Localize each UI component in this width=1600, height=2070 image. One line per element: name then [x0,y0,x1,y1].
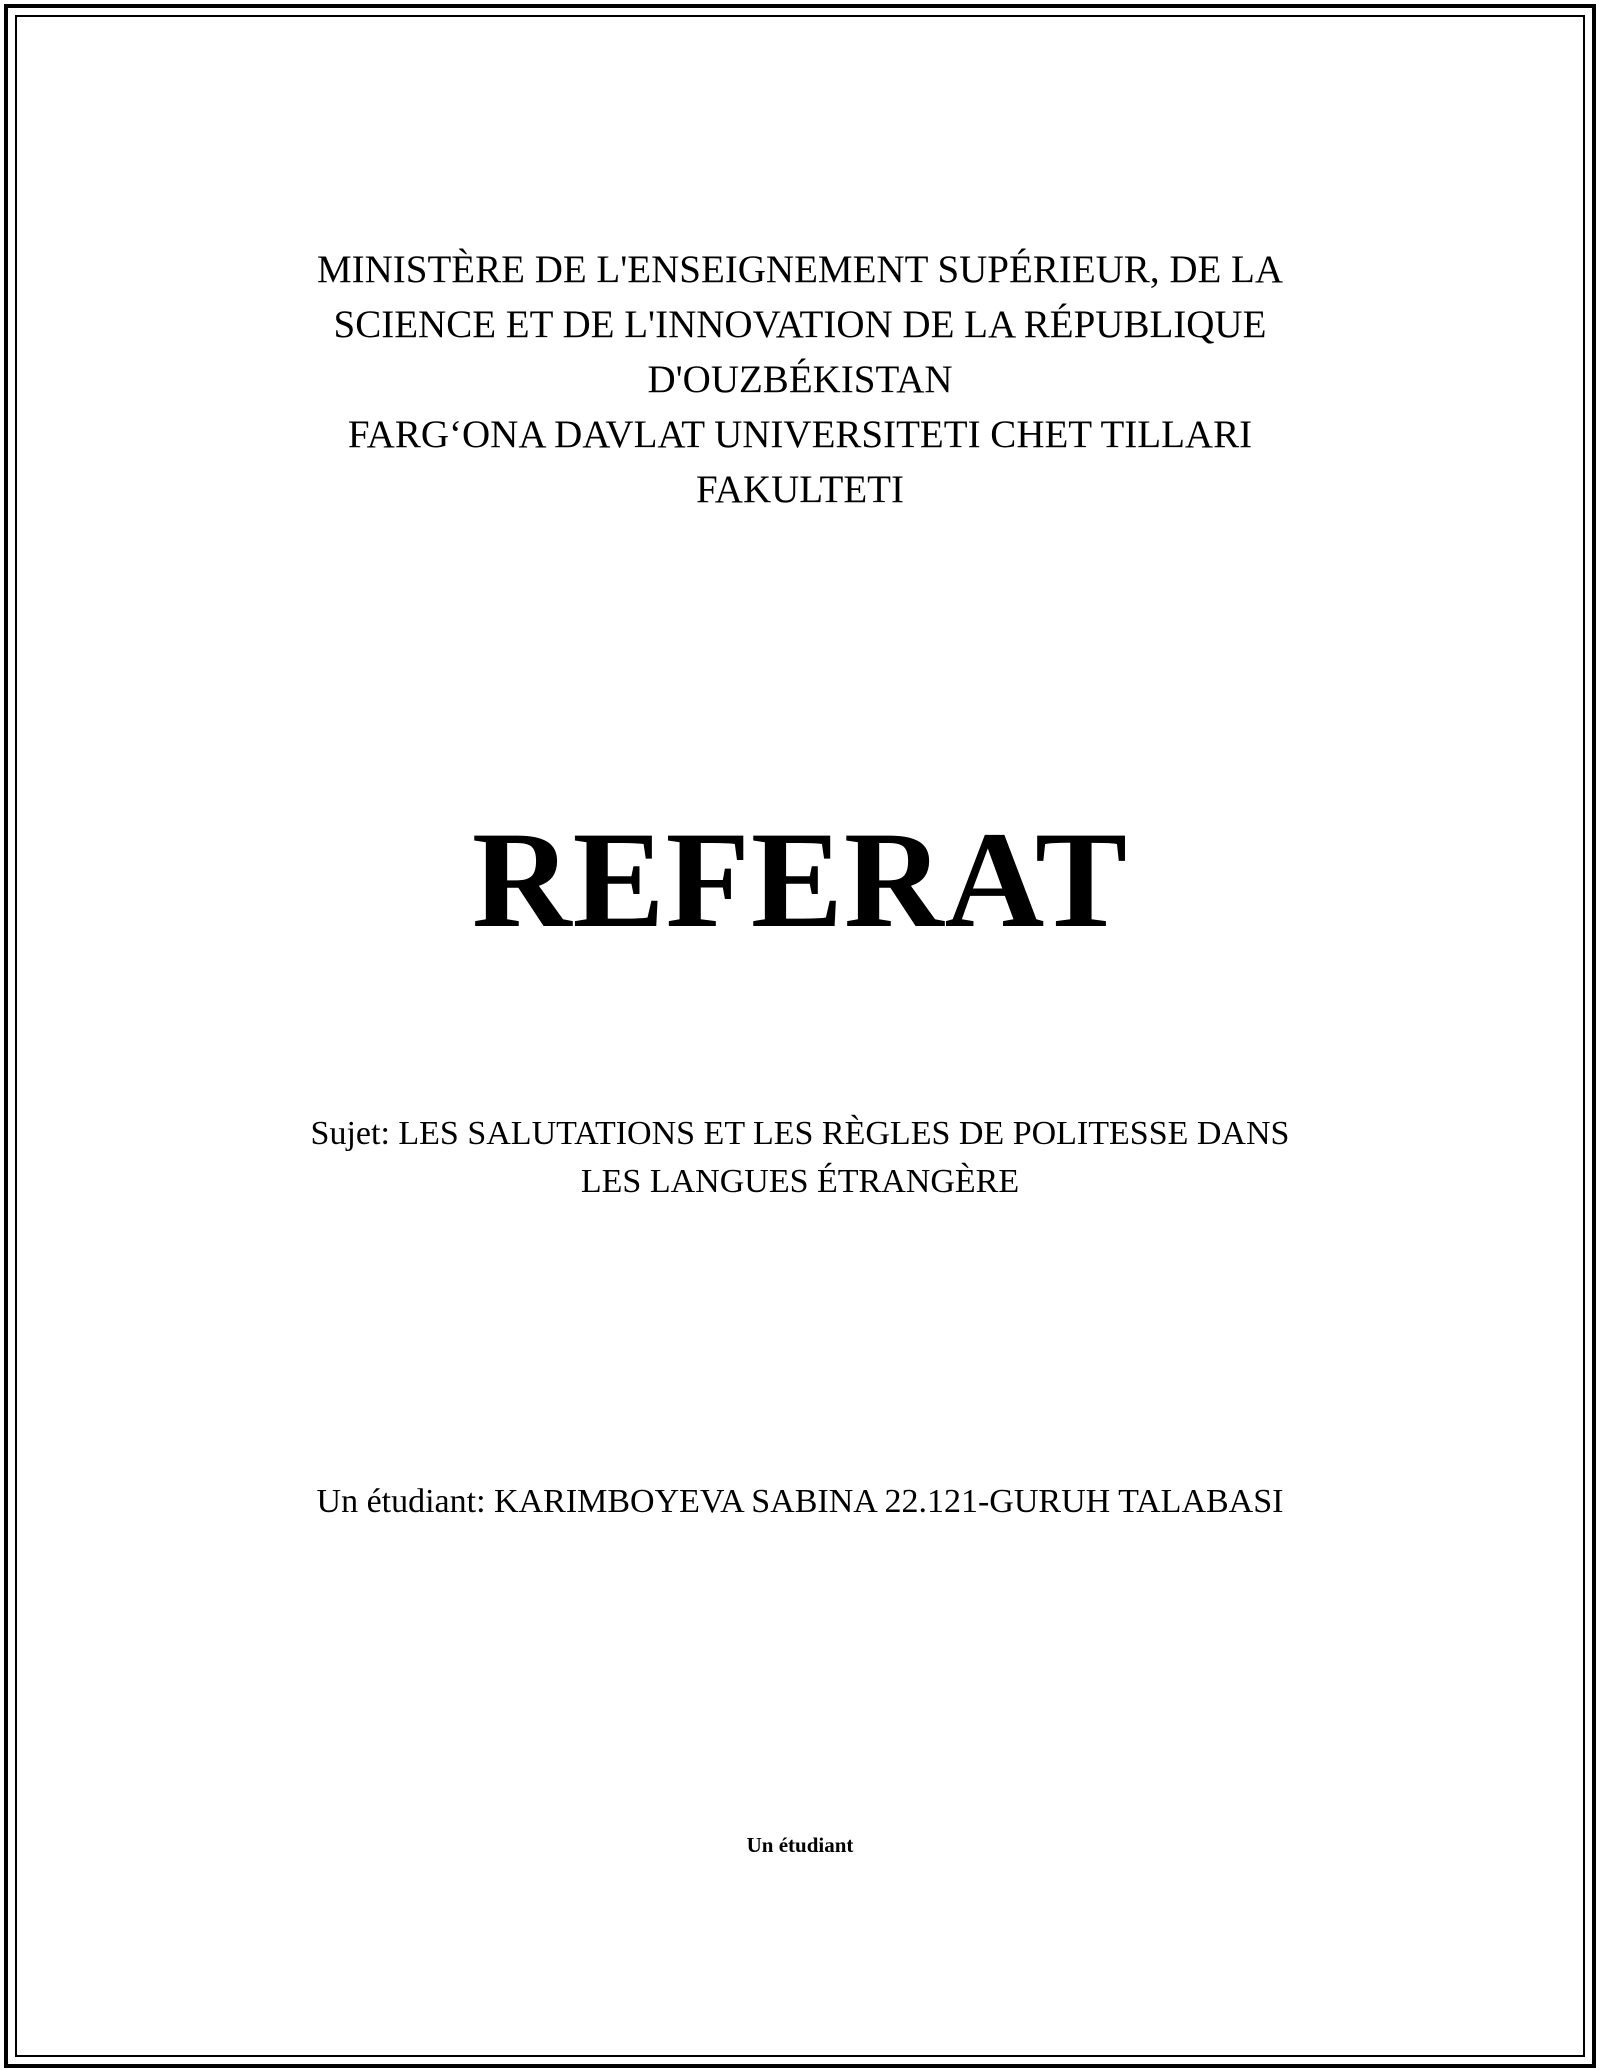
student-info: Un étudiant: KARIMBOYEVA SABINA 22.121-GURUH TALABASI [316,1483,1284,1520]
subject-block [200,1110,1400,1206]
institution-header [200,242,1400,517]
subject-line: LES LANGUES ÉTRANGÈRE [580,1163,1020,1200]
subject-line: Sujet: LES SALUTATIONS ET LES RÈGLES DE POLITESSE DANS [310,1115,1290,1152]
footer-label: Un étudiant [746,1833,854,1857]
header-line: MINISTÈRE DE L'ENSEIGNEMENT SUPÉRIEUR, DE LA [316,248,1284,291]
header-line: FAKULTETI [696,468,904,511]
header-line: FARG‘ONA DAVLAT UNIVERSITETI CHET TILLARI [347,413,1253,456]
header-line: SCIENCE ET DE L'INNOVATION DE LA RÉPUBLIQUE [333,303,1267,346]
document-title: REFERAT [471,803,1129,956]
header-line: D'OUZBÉKISTAN [647,358,953,401]
